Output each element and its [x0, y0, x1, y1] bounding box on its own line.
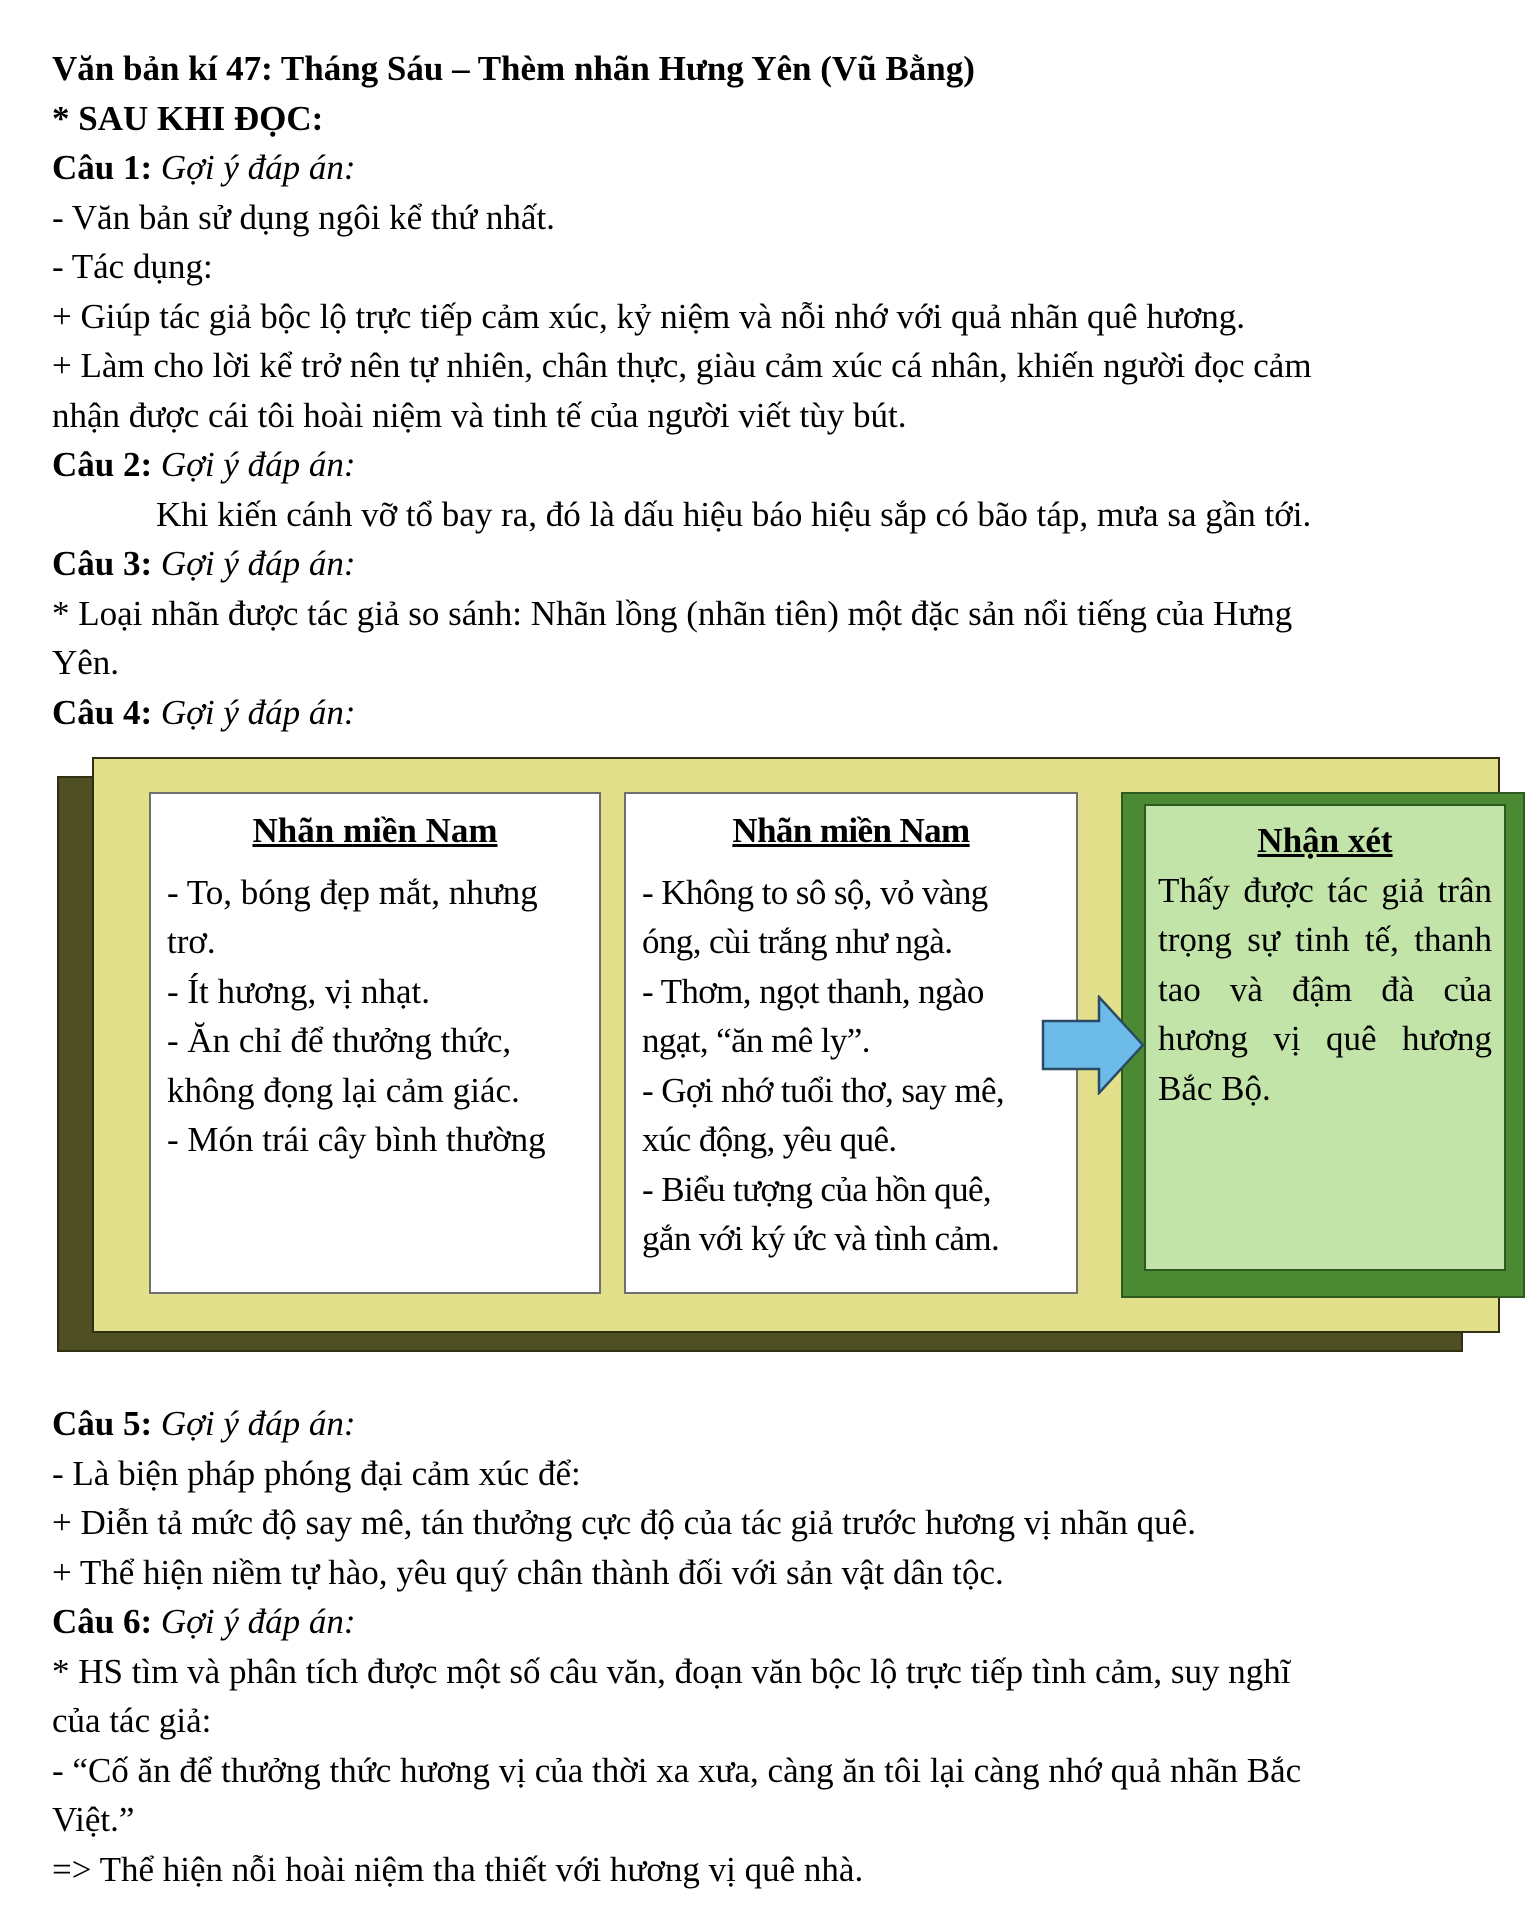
card-line: - Không to sô sộ, vỏ vàng [642, 872, 988, 912]
answer-line: Khi kiến cánh vỡ tổ bay ra, đó là dấu hiệu báo hiệu sắp có bão táp, mưa sa gần tới. [156, 494, 1312, 534]
answer-line: - “Cố ăn để thưởng thức hương vị của thời xa xưa, càng ăn tôi lại càng nhớ quả nhãn Bắc [52, 1750, 1302, 1790]
answer-line: Việt.” [52, 1800, 135, 1839]
hint-label: Gợi ý đáp án: [160, 692, 356, 732]
document-continued [52, 1399, 1452, 1894]
answer-line: => Thể hiện nỗi hoài niệm tha thiết với hương vị quê nhà. [52, 1849, 864, 1889]
card-line: không đọng lại cảm giác. [167, 1070, 520, 1110]
answer-line: * HS tìm và phân tích được một số câu văn, đoạn văn bộc lộ trực tiếp tình cảm, suy nghĩ [52, 1651, 1291, 1691]
question-4-heading [52, 688, 1452, 738]
card-line: trơ. [167, 922, 216, 961]
question-label: Câu 3: [52, 544, 153, 583]
card-line: - Gợi nhớ tuổi thơ, say mê, [642, 1070, 1005, 1110]
hint-label: Gợi ý đáp án: [160, 544, 356, 583]
answer-line: - Là biện pháp phóng đại cảm xúc để: [52, 1453, 581, 1493]
answer-line: * Loại nhãn được tác giả so sánh: Nhãn lồng (nhãn tiên) một đặc sản nổi tiếng của Hưng [52, 593, 1293, 633]
question-label: Câu 1: [52, 148, 153, 187]
right-arrow-icon [1041, 995, 1145, 1095]
question-5-heading [52, 1399, 1452, 1449]
question-6-heading [52, 1597, 1452, 1647]
hint-label: Gợi ý đáp án: [160, 445, 356, 484]
comment-text: Thấy được tác giả trân trọng sự tinh tế, thanh tao và đậm đà của hương vị quê hương Bắc Bộ. [1158, 870, 1492, 1108]
card-line: - Ăn chỉ để thưởng thức, [167, 1021, 512, 1060]
question-label: Câu 5: [52, 1404, 153, 1443]
answer-line: - Văn bản sử dụng ngôi kể thứ nhất. [52, 197, 555, 237]
hint-label: Gợi ý đáp án: [160, 1602, 356, 1641]
question-label: Câu 4: [52, 692, 153, 732]
answer-line: + Giúp tác giả bộc lộ trực tiếp cảm xúc, kỷ niệm và nỗi nhớ với quả nhãn quê hương. [52, 296, 1246, 336]
comparison-card-1 [149, 792, 601, 1294]
question-2-heading [52, 440, 1452, 490]
answer-line: + Diễn tả mức độ say mê, tán thưởng cực độ của tác giả trước hương vị nhãn quê. [52, 1503, 1196, 1542]
card-heading: Nhãn miền Nam [732, 811, 970, 850]
comparison-card-2 [624, 792, 1078, 1294]
document [52, 44, 1452, 737]
question-label: Câu 6: [52, 1602, 153, 1641]
card-heading: Nhãn miền Nam [252, 811, 498, 850]
question-1-heading [52, 143, 1452, 193]
card-line: xúc động, yêu quê. [642, 1120, 897, 1159]
card-line: - Món trái cây bình thường [167, 1120, 546, 1159]
card-line: ngạt, “ăn mê ly”. [642, 1021, 870, 1060]
comment-heading: Nhận xét [1257, 821, 1393, 860]
card-line: gắn với ký ức và tình cảm. [642, 1219, 1000, 1258]
card-line: - Ít hương, vị nhạt. [167, 971, 430, 1011]
document-title: Văn bản kí 47: Tháng Sáu – Thèm nhãn Hưng Yên (Vũ Bằng) [52, 49, 975, 88]
comment-card [1144, 804, 1506, 1271]
answer-line: nhận được cái tôi hoài niệm và tinh tế của người viết tùy bút. [52, 395, 907, 435]
section-heading: * SAU KHI ĐỌC: [52, 98, 324, 138]
comparison-diagram [57, 757, 1501, 1351]
question-3-heading [52, 539, 1452, 589]
diagram-frame [92, 757, 1500, 1333]
answer-line: + Thể hiện niềm tự hào, yêu quý chân thành đối với sản vật dân tộc. [52, 1552, 1004, 1592]
answer-line: - Tác dụng: [52, 247, 213, 286]
card-line: - To, bóng đẹp mắt, nhưng [167, 872, 538, 912]
hint-label: Gợi ý đáp án: [160, 1404, 356, 1443]
card-line: - Biểu tượng của hồn quê, [642, 1169, 992, 1209]
answer-line: của tác giả: [52, 1701, 212, 1740]
card-line: óng, cùi trắng như ngà. [642, 922, 953, 961]
answer-line: + Làm cho lời kể trở nên tự nhiên, chân thực, giàu cảm xúc cá nhân, khiến người đọc cảm [52, 346, 1312, 385]
question-label: Câu 2: [52, 445, 153, 484]
card-line: - Thơm, ngọt thanh, ngào [642, 971, 984, 1011]
hint-label: Gợi ý đáp án: [160, 148, 356, 187]
answer-line: Yên. [52, 643, 120, 682]
